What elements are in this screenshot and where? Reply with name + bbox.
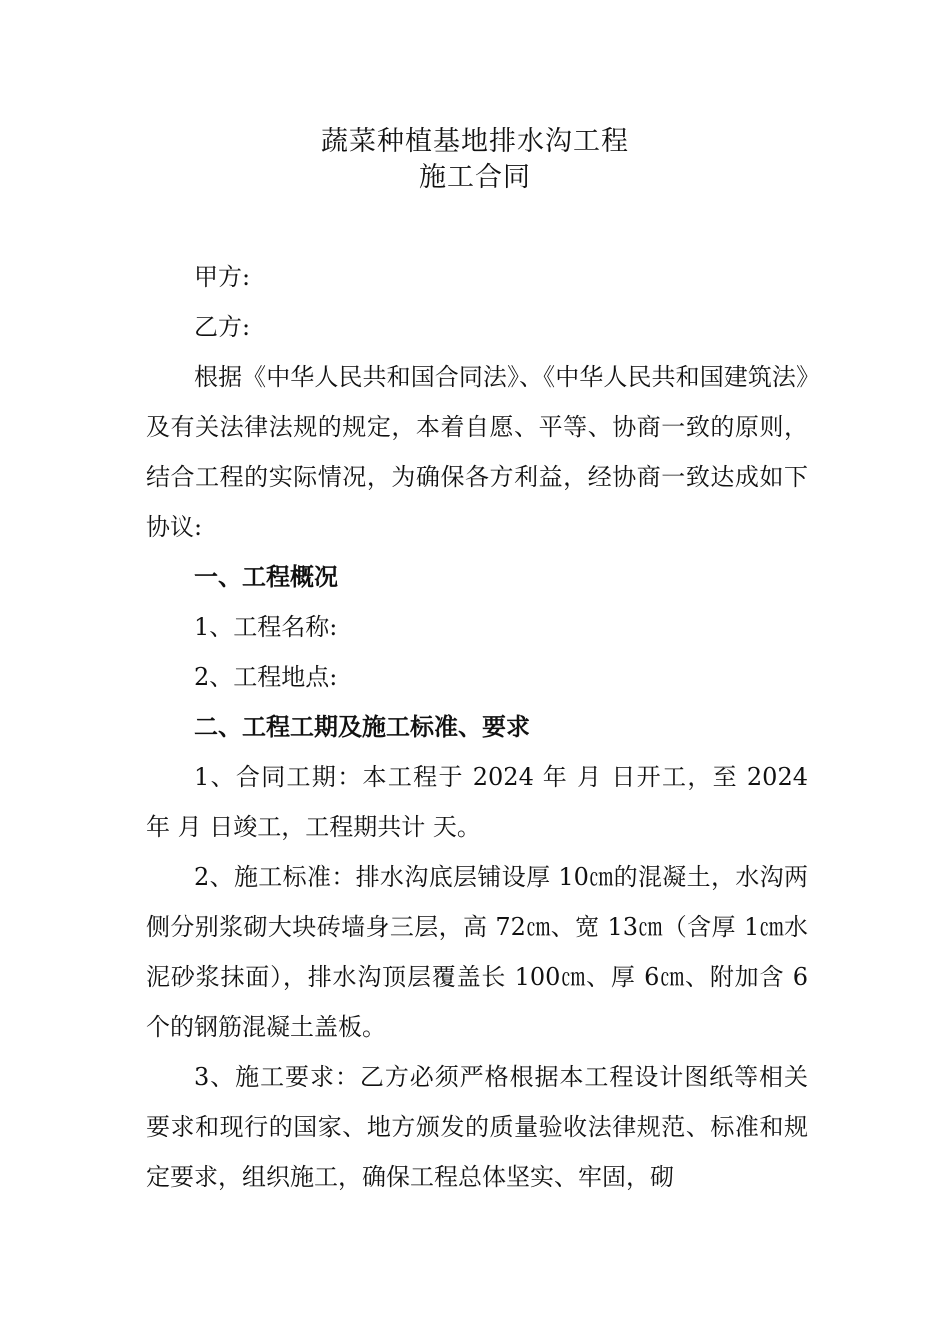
document-title-line1: 蔬菜种植基地排水沟工程 bbox=[321, 126, 629, 157]
section1-item-project-location: 2、工程地点: bbox=[194, 663, 338, 691]
section2-item-contract-period: 1、合同工期：本工程于 2024 年 月 日开工，至 2024 年 月 日竣工，工程期共计 天。 bbox=[146, 763, 808, 841]
section1-item-project-name: 1、工程名称: bbox=[194, 613, 338, 641]
section2-item-construction-requirements: 3、施工要求：乙方必须严格根据本工程设计图纸等相关要求和现行的国家、地方颁发的质量验收法律规范、标准和规定要求，组织施工，确保工程总体坚实、牢固，砌 bbox=[146, 1063, 808, 1191]
document-title-line2: 施工合同 bbox=[419, 162, 531, 193]
section2-heading: 二、工程工期及施工标准、要求 bbox=[194, 712, 530, 741]
intro-paragraph: 根据《中华人民共和国合同法》、《中华人民共和国建筑法》及有关法律法规的规定，本着自愿、平等、协商一致的原则，结合工程的实际情况，为确保各方利益，经协商一致达成如下协议: bbox=[146, 363, 808, 541]
party-a-line: 甲方: bbox=[194, 263, 251, 291]
document-body bbox=[146, 252, 808, 1202]
section1-heading: 一、工程概况 bbox=[194, 562, 338, 591]
party-b-line: 乙方: bbox=[194, 313, 251, 341]
section2-item-construction-standard: 2、施工标准：排水沟底层铺设厚 10㎝的混凝土，水沟两侧分别浆砌大块砖墙身三层，高 72㎝、宽 13㎝（含厚 1㎝水泥砂浆抹面），排水沟顶层覆盖长 100㎝、厚 6㎝、附加含 6 个的钢筋混凝土盖板。 bbox=[146, 863, 808, 1041]
